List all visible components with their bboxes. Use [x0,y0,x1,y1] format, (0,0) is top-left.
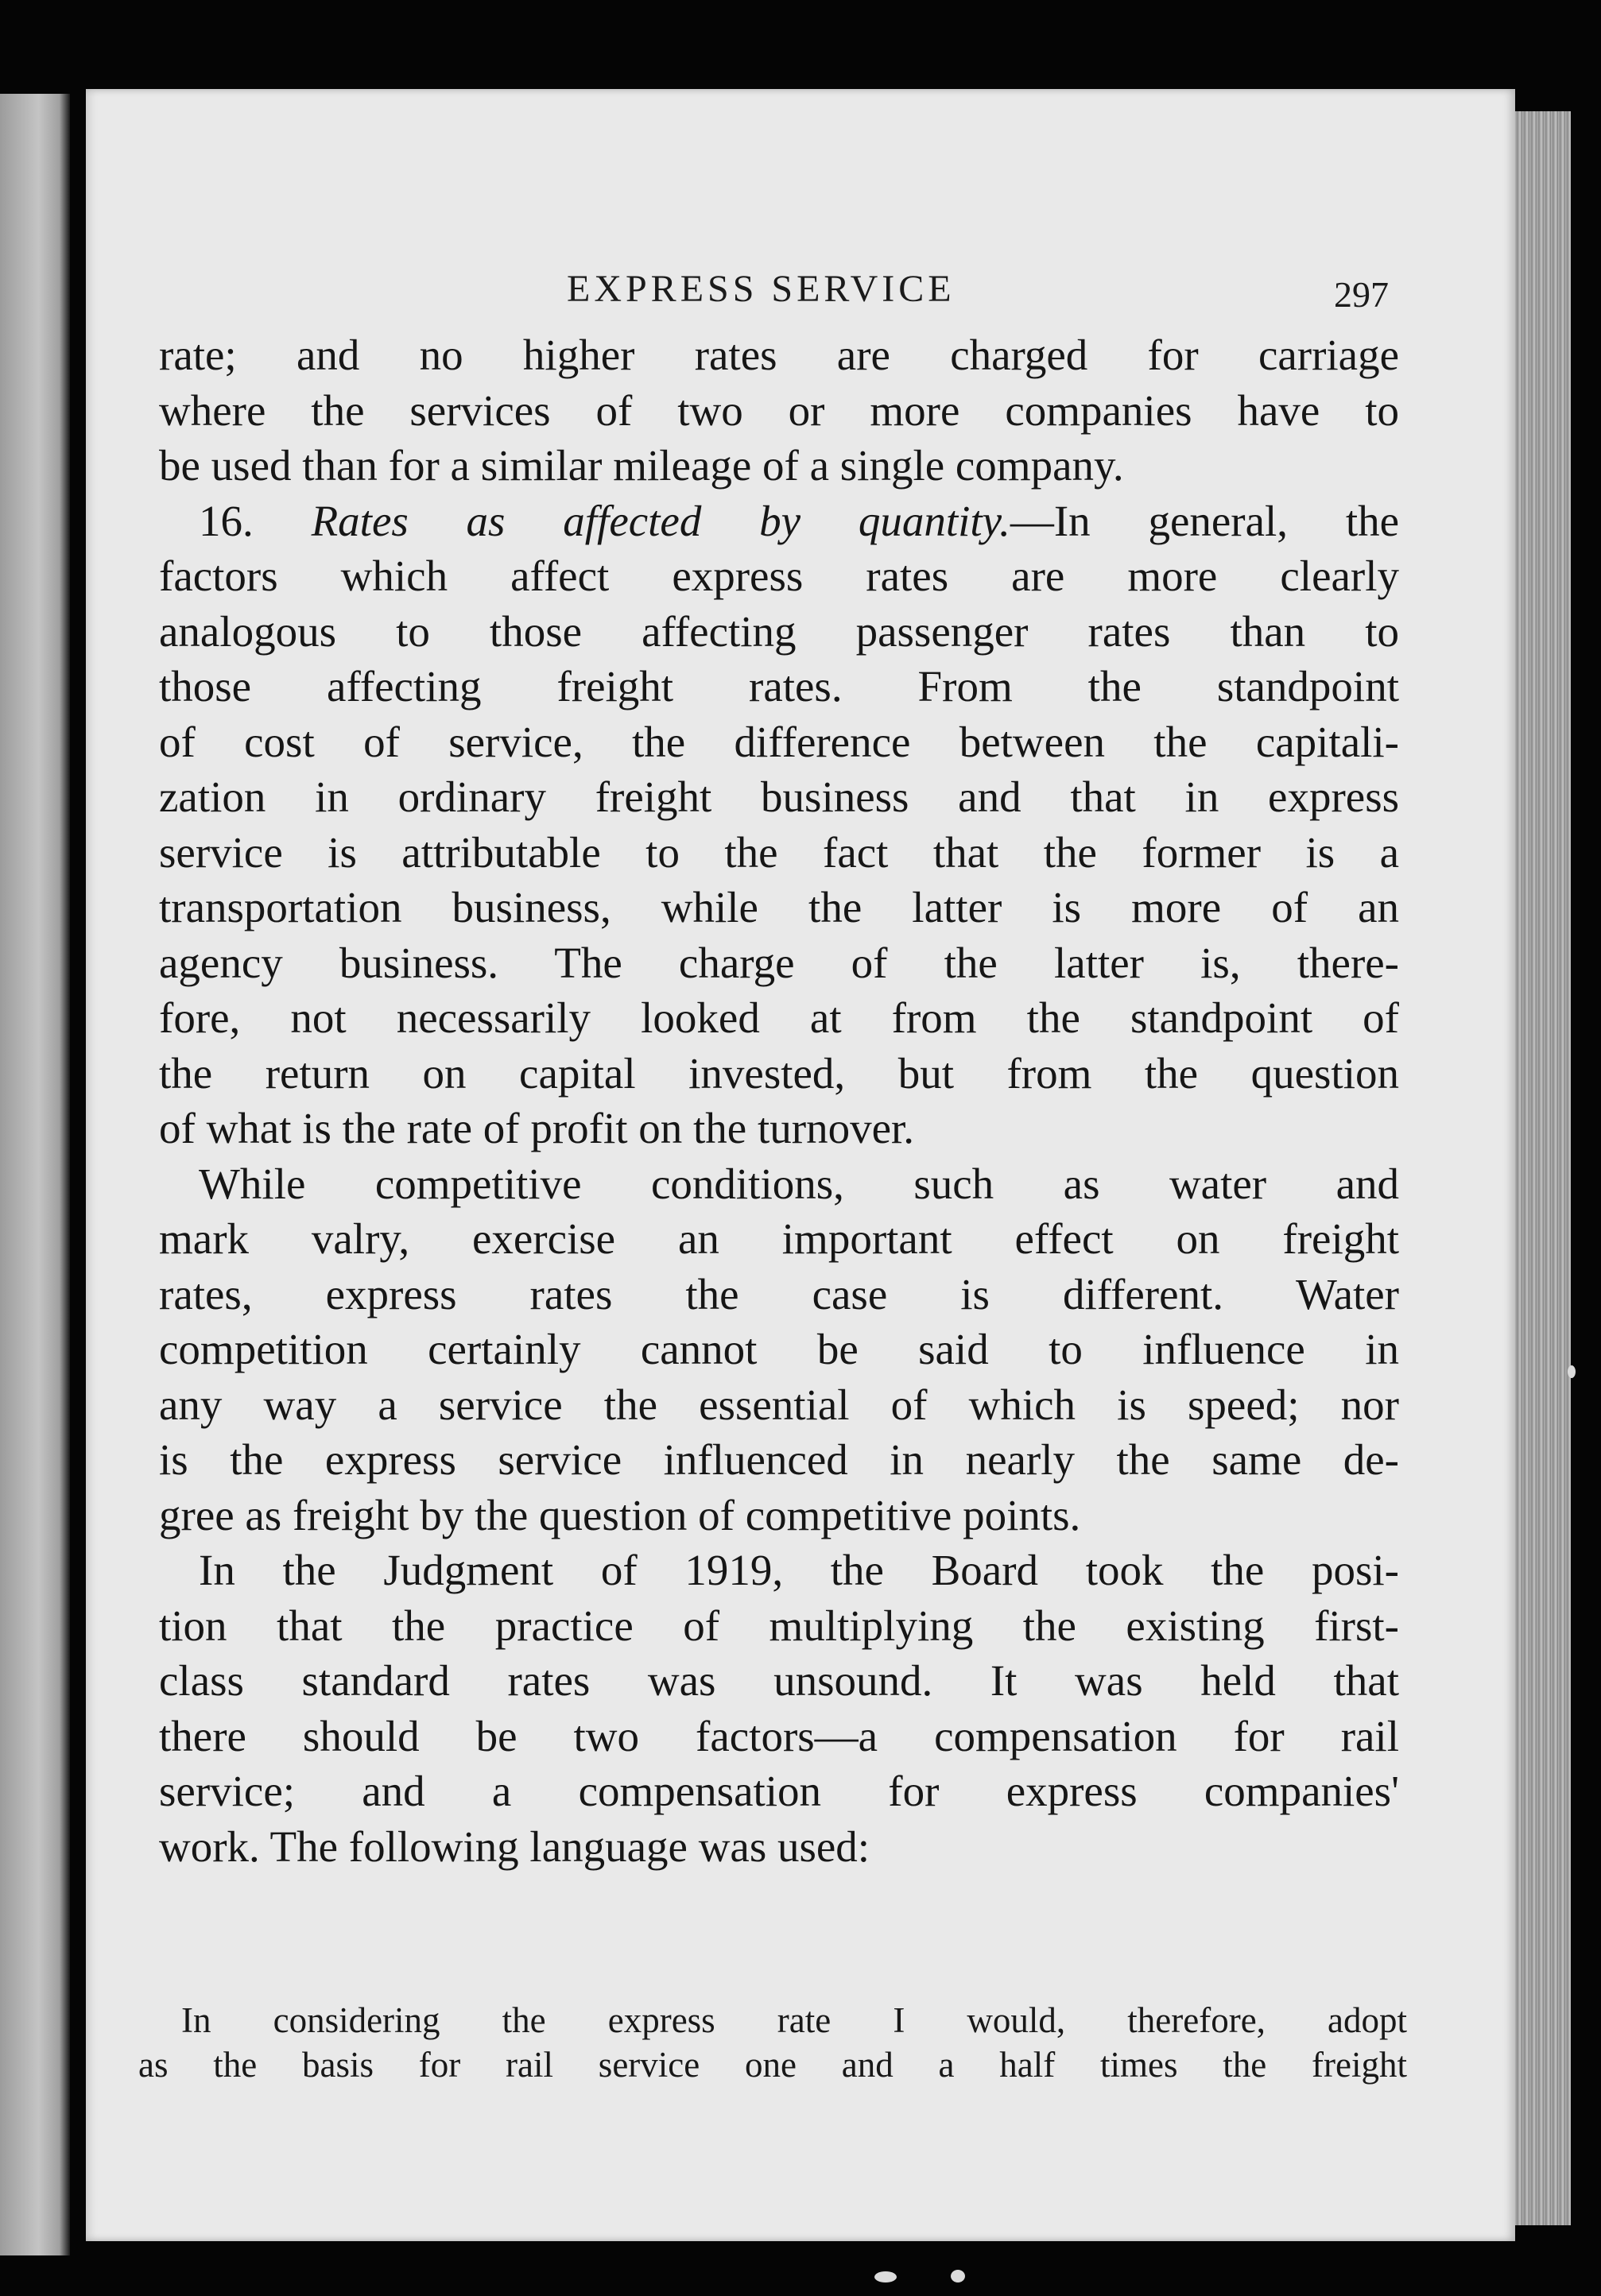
quote-line: In considering the express rate I would, therefore, adopt [181,2000,1407,2040]
body-line: any way a service the essential of which is speed; nor [159,1380,1399,1429]
page-number: 297 [1334,274,1389,315]
page-header [165,256,1437,319]
block-quote [138,1998,1407,2087]
section-lead-in: —In general, the [1010,496,1400,545]
body-line: analogous to those affecting passenger rates than to [159,606,1399,656]
body-line: In the Judgment of 1919, the Board took the posi- [199,1546,1399,1594]
body-line: where the services of two or more companies have to [159,385,1399,435]
section-number: 16. [199,496,254,545]
body-line: service is attributable to the fact that the former is a [159,827,1399,877]
body-line: service; and a compensation for express companies' [159,1767,1399,1815]
quote-line: as the basis for rail service one and a half times the freight [138,2045,1407,2085]
scan-speck [1568,1365,1576,1378]
body-line: mark valry, exercise an important effect on freight [159,1214,1399,1263]
body-line: the return on capital invested, but from the question [159,1048,1399,1098]
body-line: of cost of service, the difference between the capitali- [159,717,1399,766]
body-line: be used than for a similar mileage of a single company. [159,441,1124,490]
body-line: of what is the rate of profit on the turnover. [159,1104,915,1152]
body-line: zation in ordinary freight business and that in express [159,772,1399,821]
body-line: those affecting freight rates. From the standpoint [159,662,1399,710]
book-page [86,89,1515,2241]
body-line: there should be two factors—a compensation for rail [159,1711,1399,1760]
page-stack-edge [1515,111,1571,2225]
body-line: rates, express rates the case is different. Water [159,1269,1399,1318]
running-head: EXPRESS SERVICE [567,268,956,310]
scan-speck [951,2270,965,2282]
body-line: work. The following language was used: [159,1822,870,1871]
body-line: is the express service influenced in nearly the same de- [159,1435,1399,1484]
body-line: fore, not necessarily looked at from the standpoint of [159,993,1399,1042]
scan-speck [874,2271,897,2282]
body-line: factors which affect express rates are more clearly [159,552,1399,600]
body-line: gree as freight by the question of competitive points. [159,1490,1081,1539]
section-heading-line [159,494,1399,549]
body-line: class standard rates was unsound. It was held that [159,1656,1399,1705]
body-line: transportation business, while the latter is more of an [159,883,1399,931]
section-title: Rates as affected by quantity. [311,496,1010,545]
body-line: While competitive conditions, such as water and [199,1159,1399,1208]
body-line: rate; and no higher rates are charged for carriage [159,331,1399,379]
body-line: tion that the practice of multiplying the existing first- [159,1601,1399,1650]
facing-page-edge [0,94,70,2255]
body-line: agency business. The charge of the latter is, there- [159,938,1399,987]
body-line: competition certainly cannot be said to influence in [159,1325,1399,1373]
body-text [159,327,1399,1874]
